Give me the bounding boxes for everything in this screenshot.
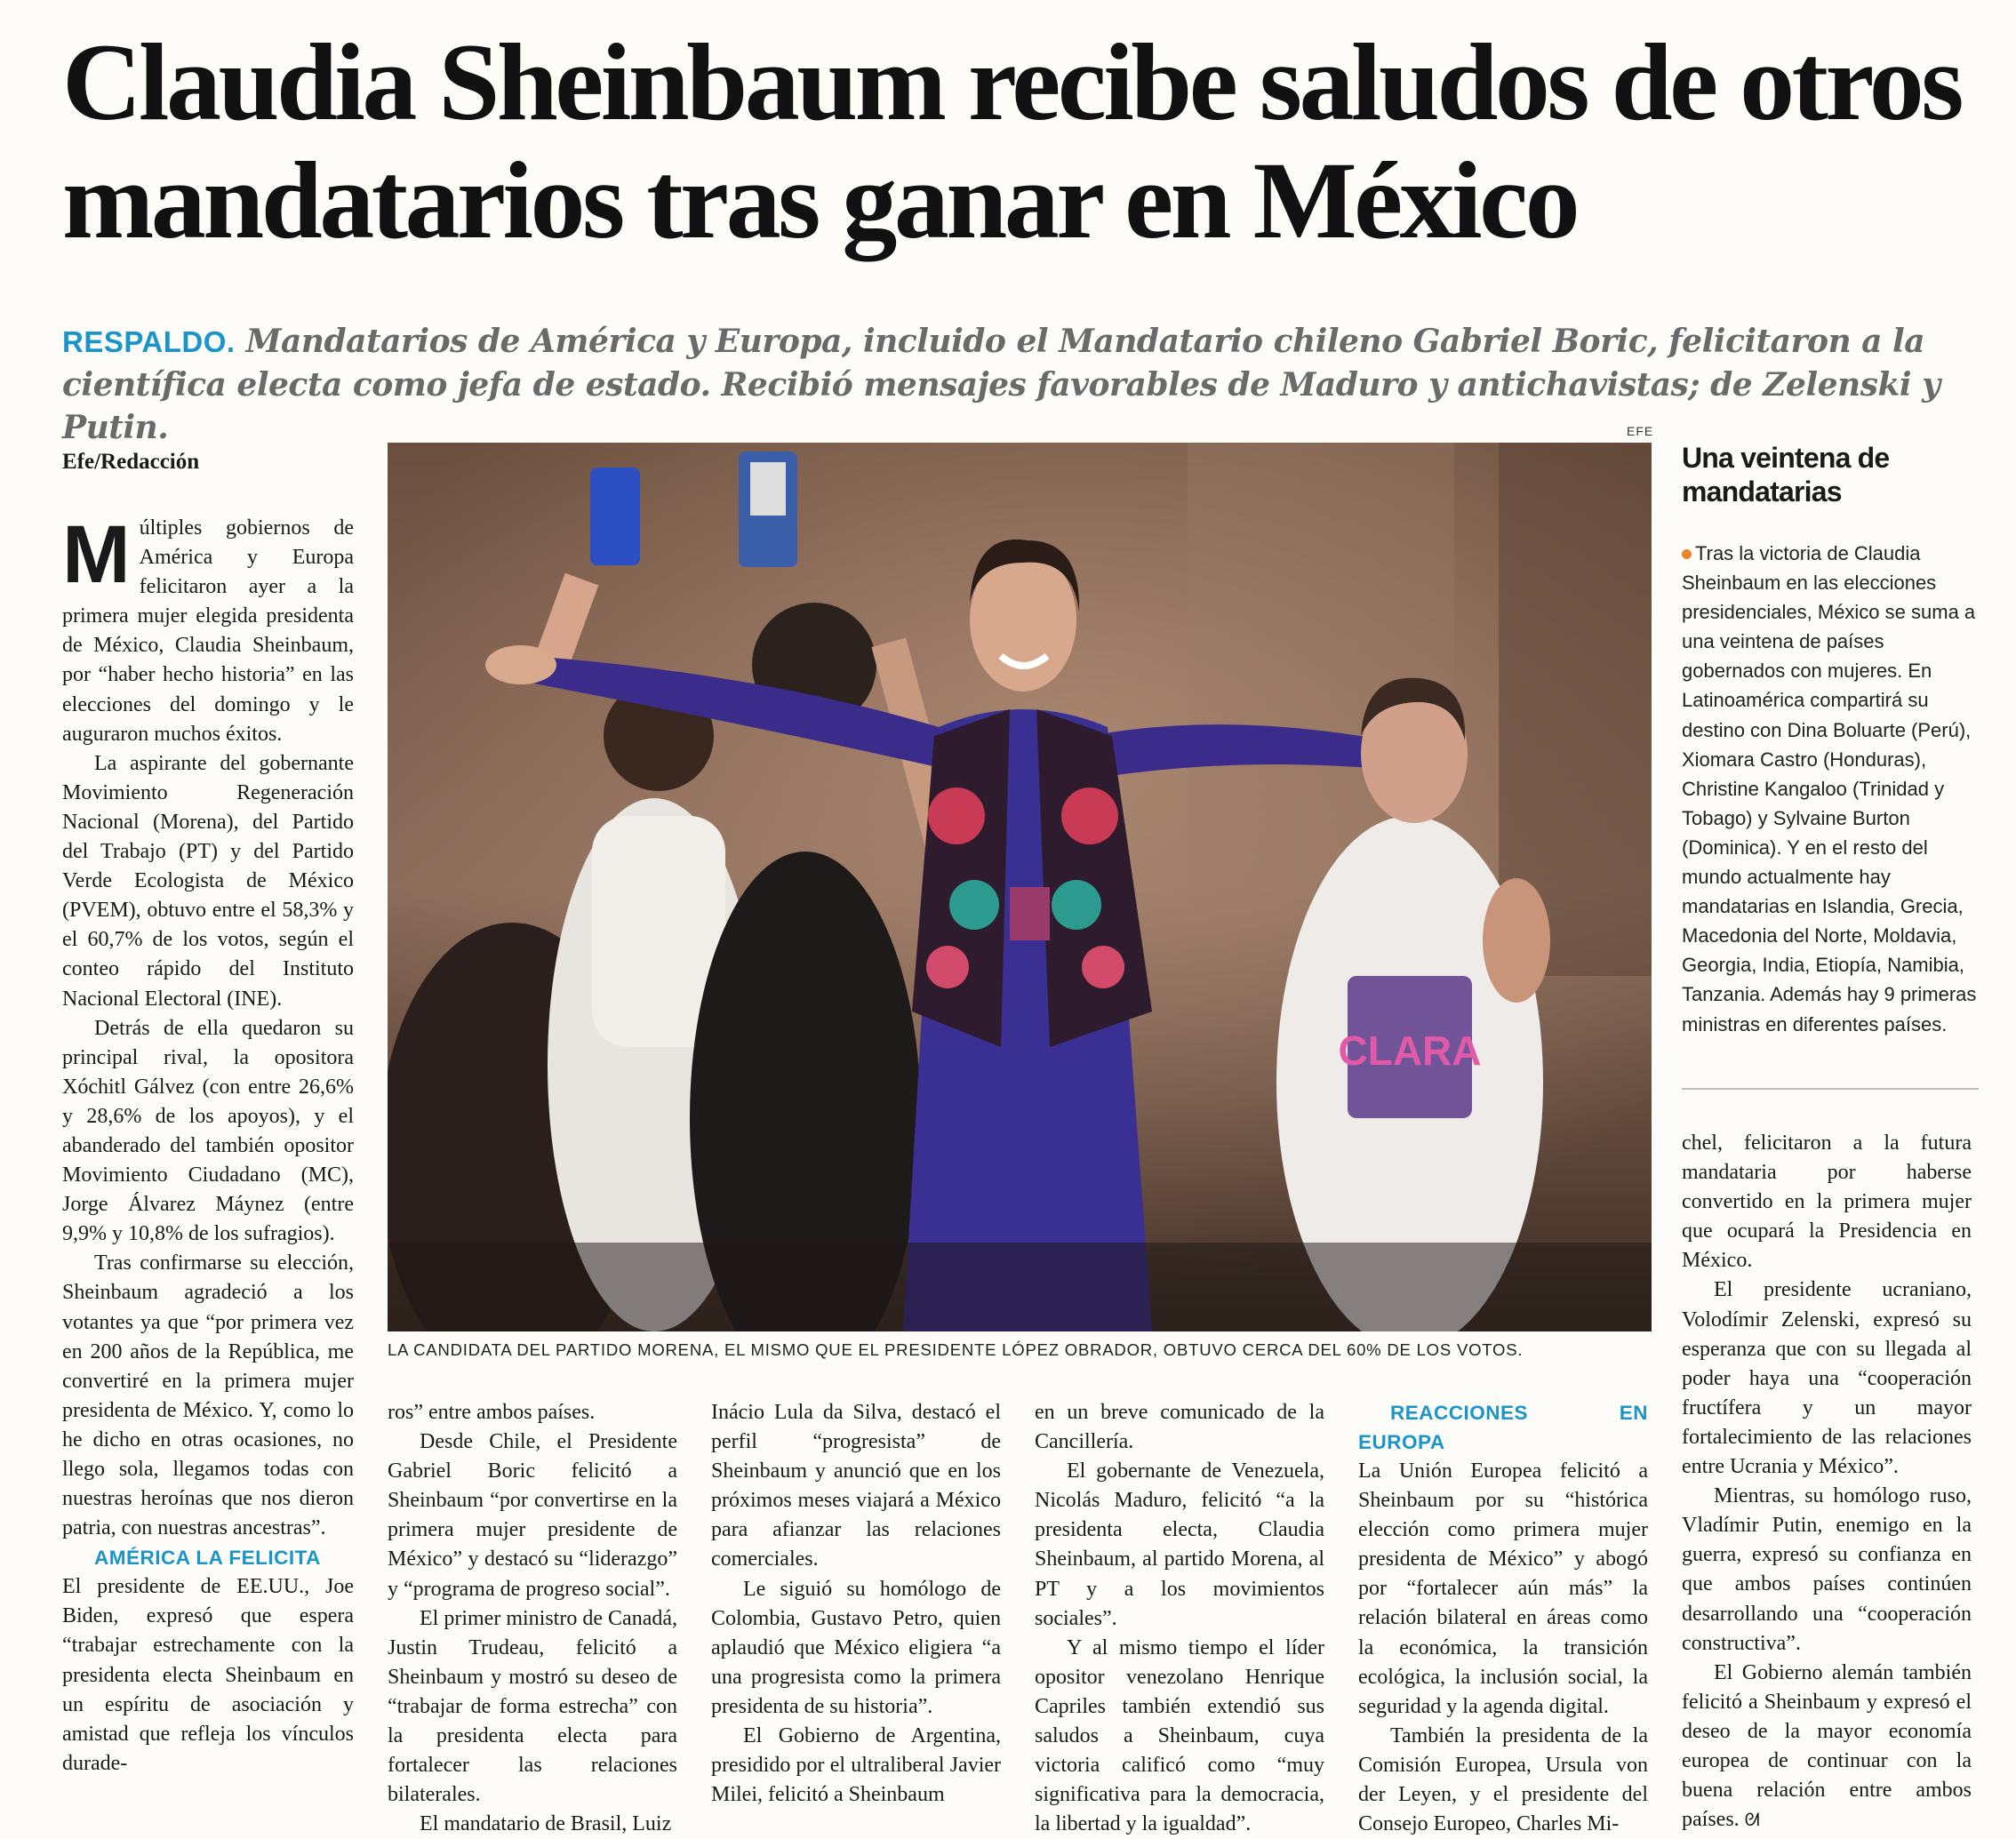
paragraph: Múltiples gobiernos de América y Europa felicitaron ayer a la primera mujer elegida presidenta de México, Claudia Sheinbaum, por “haber hecho historia” en las elecciones del domingo y le auguraron muchos éxitos. <box>62 509 354 746</box>
section-subhead: AMÉRICA LA FELICITA <box>94 1547 321 1570</box>
article-column-4 <box>1035 1398 1324 1839</box>
main-photo <box>388 443 1652 1331</box>
photo-credit: EFE <box>1627 424 1654 438</box>
deck <box>62 320 1964 449</box>
paragraph: Mientras, su homólogo ruso, Vladímir Putin, enemigo en la guerra, expresó su confianza en que ambos países continúen desarrollando una “cooperación constructiva”. <box>1682 1484 1972 1655</box>
byline: Efe/Redacción <box>62 450 200 474</box>
end-mark-icon: ᘛ <box>1744 1809 1760 1831</box>
paragraph: El Gobierno alemán también felicitó a Sheinbaum y expresó el deseo de la mayor economía europea de continuar con la buena relación entre ambos países. ᘛ <box>1682 1660 1972 1832</box>
paragraph: chel, felicitaron a la futura mandataria por haberse convertido en la primera mujer que ocupará la Presidencia en México. <box>1682 1131 1972 1273</box>
paragraph: El Gobierno de Argentina, presidido por el ultraliberal Javier Milei, felicitó a Sheinbaum <box>711 1724 1001 1807</box>
photo-illustration <box>388 443 1652 1331</box>
deck-text: Mandatarios de América y Europa, incluido el Mandatario chileno Gabriel Boric, felicitaron a la científica electa como jefa de estado. Recibió mensajes favorables de Maduro y antichavistas; de Zelenski y Putin. <box>62 323 1940 446</box>
shirt-text: CLARA <box>1338 1027 1482 1074</box>
deck-kicker: RESPALDO. <box>62 325 236 358</box>
bullet-icon <box>1682 549 1692 559</box>
paragraph: El presidente de EE.UU., Joe Biden, expresó que espera “trabajar estrechamente con la presidenta electa Sheinbaum en un espíritu de asociación y amistad que refleja los vínculos durade- <box>62 1575 354 1775</box>
paragraph: Tras confirmarse su elección, Sheinbaum agradeció a los votantes ya que “por primera vez en 200 años de la República, me convertiré en la primera mujer presidenta de México. Y, como lo he dicho en otras ocasiones, no llego sola, llegamos todas con nuestras heroínas que nos dieron patria, con nuestras ancestras”. <box>62 1251 354 1540</box>
paragraph: También la presidenta de la Comisión Europea, Ursula von der Leyen, y el presidente del Consejo Europeo, Charles Mi- <box>1358 1723 1648 1836</box>
photo-caption: LA CANDIDATA DEL PARTIDO MORENA, EL MISMO QUE EL PRESIDENTE LÓPEZ OBRADOR, OBTUVO CERCA DEL 60% DE LOS VOTOS. <box>388 1340 1524 1359</box>
paragraph: El mandatario de Brasil, Luiz <box>420 1812 672 1836</box>
article-column-3 <box>711 1398 1001 1810</box>
section-subhead: REACCIONES EN EUROPA <box>1358 1402 1648 1453</box>
paragraph: Inácio Lula da Silva, destacó el perfil “progresista” de Sheinbaum y anunció que en los próximos meses viajará a México para afianzar las relaciones comerciales. <box>711 1401 1001 1571</box>
article-column-1 <box>62 509 354 1779</box>
paragraph: ros” entre ambos países. <box>388 1401 596 1424</box>
drop-cap: M <box>62 509 131 600</box>
article-column-6 <box>1682 1129 1972 1835</box>
paragraph: Desde Chile, el Presidente Gabriel Boric felicitó a Sheinbaum “por convertirse en la primera mujer presidente de México” y destacó su “liderazgo” y “programa de progreso social”. <box>388 1430 677 1601</box>
paragraph: Y al mismo tiempo el líder opositor venezolano Henrique Capriles también extendió sus saludos a Sheinbaum, cuya victoria calificó como “muy significativa para la democracia, la libertad y la igualdad”. <box>1035 1635 1324 1836</box>
sidebar-divider <box>1682 1088 1979 1090</box>
paragraph: en un breve comunicado de la Cancillería. <box>1035 1401 1324 1454</box>
paragraph: Le siguió su homólogo de Colombia, Gustavo Petro, quien aplaudió que México eligiera “a una progresista como la primera presidenta de su historia”. <box>711 1577 1001 1718</box>
paragraph: El primer ministro de Canadá, Justin Trudeau, felicitó a Sheinbaum y mostró su deseo de “trabajar de forma estrecha” con la presidenta electa para fortalecer las relaciones bilaterales. <box>388 1606 677 1807</box>
paragraph: La Unión Europea felicitó a Sheinbaum por su “histórica elección como primera mujer presidenta de México” y abogó por “fortalecer aún más” la relación bilateral en áreas como la económica, la transición ecológica, la inclusión social, la seguridad y la agenda digital. <box>1358 1459 1648 1718</box>
paragraph: El presidente ucraniano, Volodímir Zelenski, expresó su esperanza que con su llegada al poder haya una “cooperación fructífera y un mayor fortalecimiento de las relaciones entre Ucrania y México”. <box>1682 1278 1972 1479</box>
headline: Claudia Sheinbaum recibe saludos de otros mandatarios tras ganar en México <box>62 21 1962 261</box>
paragraph: La aspirante del gobernante Movimiento Regeneración Nacional (Morena), del Partido del Trabajo (PT) y del Partido Verde Ecologista de México (PVEM), obtuvo entre el 58,3% y el 60,7% de los votos, según el conteo rápido del Instituto Nacional Electoral (INE). <box>62 751 354 1011</box>
paragraph: El gobernante de Venezuela, Nicolás Maduro, felicitó “a la presidenta electa, Claudia Sheinbaum, al partido Morena, al PT y a los movimientos sociales”. <box>1035 1459 1324 1630</box>
sidebar-body: Tras la victoria de Claudia Sheinbaum en las elecciones presidenciales, México se suma a una veintena de países gobernados con mujeres. En Latinoamérica compartirá su destino con Dina Boluarte (Perú), Xiomara Castro (Honduras), Christine Kangaloo (Trinidad y Tobago) y Sylvaine Burton (Dominica). Y en el resto del mundo actualmente hay mandatarias en Islandia, Grecia, Macedonia del Norte, Moldavia, Georgia, India, Etiopía, Namibia, Tanzania. Además hay 9 primeras ministras en diferentes países. <box>1682 542 1977 1035</box>
article-column-5 <box>1358 1398 1648 1839</box>
sidebar-title: Una veintena de mandatarias <box>1682 442 1890 508</box>
phone-icon <box>590 468 640 565</box>
article-column-2 <box>388 1398 677 1839</box>
paragraph: Detrás de ella quedaron su principal rival, la opositora Xóchitl Gálvez (con entre 26,6% y 28,6% de los apoyos), y el abanderado del también opositor Movimiento Ciudadano (MC), Jorge Álvarez Máynez (entre 9,9% y 10,8% de los sufragios). <box>62 1016 354 1246</box>
